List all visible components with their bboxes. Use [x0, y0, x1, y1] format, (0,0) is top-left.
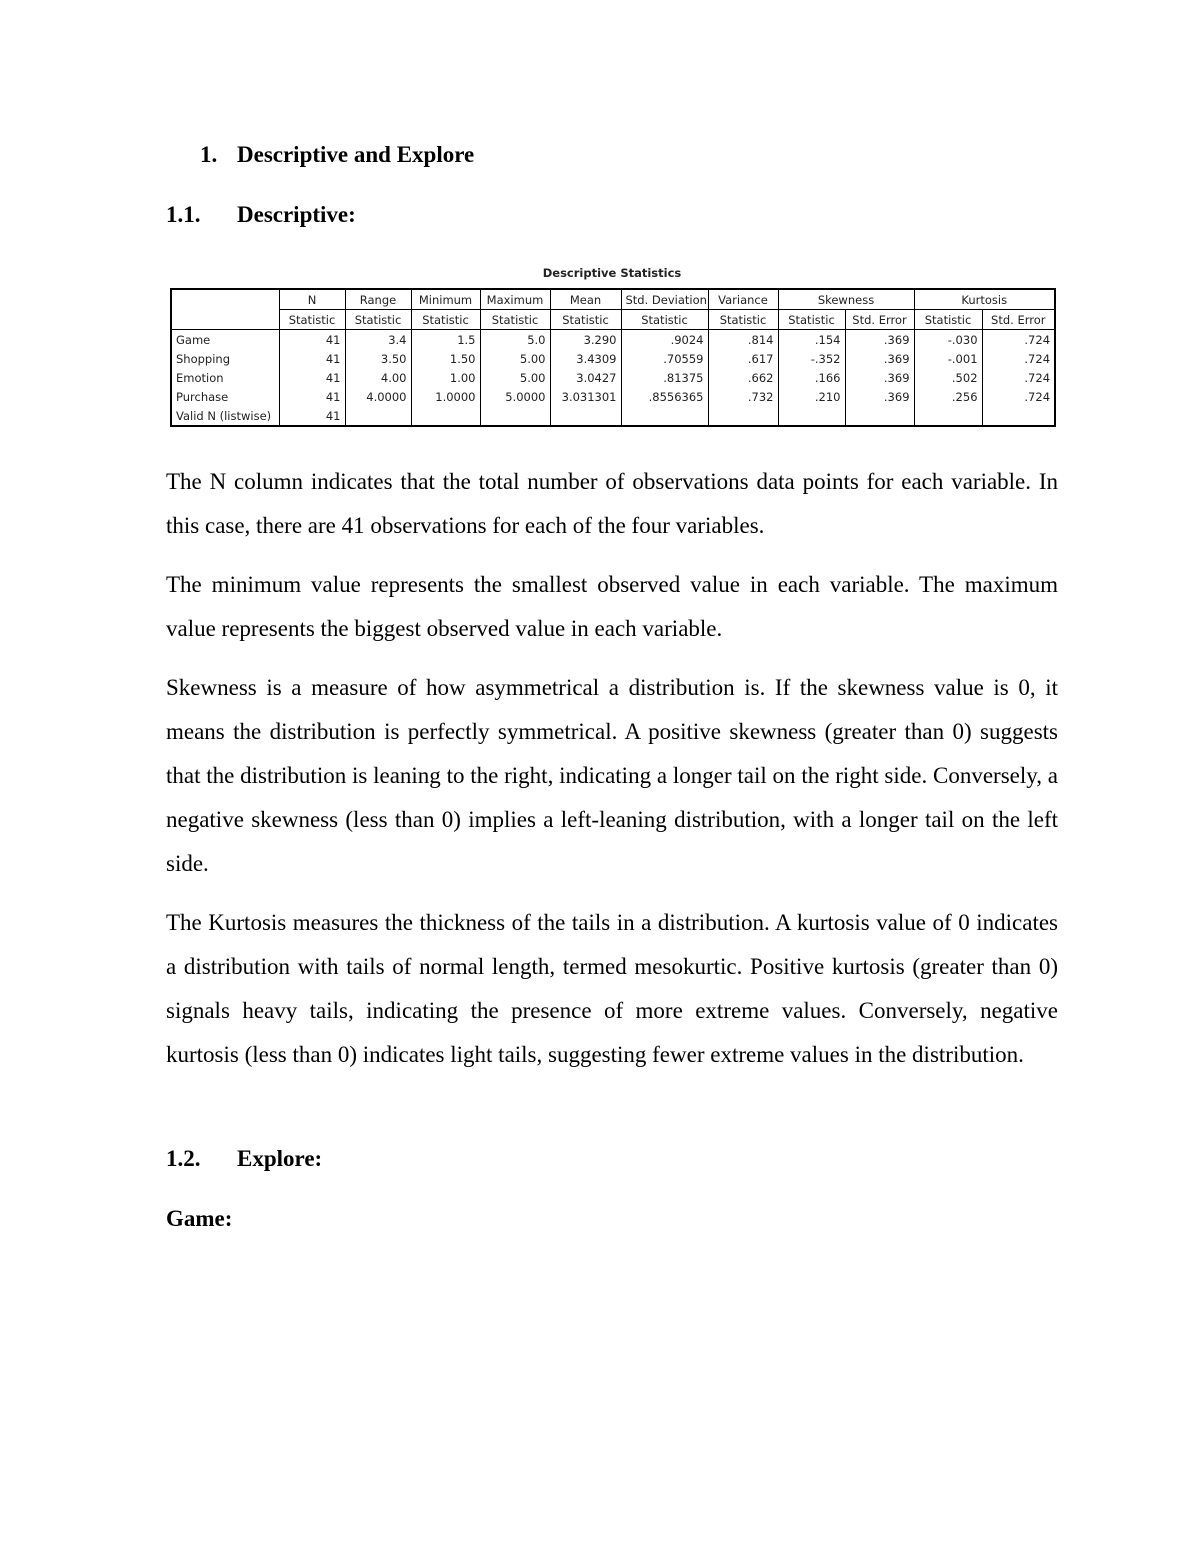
heading-descriptive — [166, 202, 356, 228]
heading-number: 1. — [200, 142, 218, 167]
subheader-cell: Std. Error — [845, 310, 914, 330]
table-cell: 41 — [279, 406, 345, 426]
table-cell: 5.0 — [480, 330, 550, 350]
subheader-cell: Statistic — [914, 310, 982, 330]
table-cell: .210 — [778, 387, 845, 406]
table-cell: .732 — [708, 387, 778, 406]
header-range: Range — [345, 289, 411, 310]
table-cell: .369 — [845, 330, 914, 350]
subheader-cell: Statistic — [550, 310, 621, 330]
row-label: Valid N (listwise) — [171, 406, 279, 426]
header-corner — [171, 289, 279, 330]
heading-explore — [166, 1146, 322, 1172]
table-row — [171, 349, 1055, 368]
table-cell: 3.50 — [345, 349, 411, 368]
header-minimum: Minimum — [411, 289, 480, 310]
table-row — [171, 330, 1055, 350]
table-cell: 1.00 — [411, 368, 480, 387]
table-title: Descriptive Statistics — [542, 266, 682, 280]
table-cell: .256 — [914, 387, 982, 406]
paragraph-skewness: Skewness is a measure of how asymmetrical a distribution is. If the skewness value is 0, it means the distribution is perfectly symmetrical. A positive skewness (greater than 0) suggests that the distribution is leaning to the right, indicating a longer tail on the right side. Conversely, a negative skewness (less than 0) implies a left-leaning distribution, with a longer tail on the left side. — [166, 675, 1058, 876]
table-cell: 4.0000 — [345, 387, 411, 406]
row-label: Purchase — [171, 387, 279, 406]
table-cell: 3.290 — [550, 330, 621, 350]
table-cell: .724 — [982, 368, 1055, 387]
header-mean: Mean — [550, 289, 621, 310]
heading-number: 1.2. — [166, 1146, 201, 1171]
table-cell — [845, 406, 914, 426]
table-cell: .724 — [982, 330, 1055, 350]
row-label: Emotion — [171, 368, 279, 387]
header-n: N — [279, 289, 345, 310]
heading-text: Descriptive and Explore — [237, 142, 475, 167]
table-cell: 3.0427 — [550, 368, 621, 387]
table-group-header-row — [171, 289, 1055, 310]
table-cell: 3.031301 — [550, 387, 621, 406]
table-cell: .724 — [982, 387, 1055, 406]
table-cell — [480, 406, 550, 426]
table-row — [171, 368, 1055, 387]
table-cell: .369 — [845, 387, 914, 406]
table-cell: 3.4 — [345, 330, 411, 350]
table-cell — [708, 406, 778, 426]
table-cell: .814 — [708, 330, 778, 350]
subheader-cell: Statistic — [480, 310, 550, 330]
table-cell: .81375 — [621, 368, 708, 387]
table-cell: .166 — [778, 368, 845, 387]
table-cell — [914, 406, 982, 426]
table-cell: .502 — [914, 368, 982, 387]
table-cell — [550, 406, 621, 426]
table-cell: .724 — [982, 349, 1055, 368]
row-label: Game — [171, 330, 279, 350]
table-cell: 1.0000 — [411, 387, 480, 406]
table-cell: 41 — [279, 387, 345, 406]
table-cell: .369 — [845, 368, 914, 387]
subheader-cell: Statistic — [708, 310, 778, 330]
table-cell: .154 — [778, 330, 845, 350]
table-sub-header-row — [171, 310, 1055, 330]
table-cell: .369 — [845, 349, 914, 368]
table-cell: .9024 — [621, 330, 708, 350]
table-cell — [411, 406, 480, 426]
header-std-deviation: Std. Deviation — [621, 289, 708, 310]
header-maximum: Maximum — [480, 289, 550, 310]
heading-number: 1.1. — [166, 202, 201, 227]
table-row — [171, 387, 1055, 406]
table-cell: 4.00 — [345, 368, 411, 387]
table-cell: 41 — [279, 330, 345, 350]
table-cell: .617 — [708, 349, 778, 368]
descriptive-statistics-table — [170, 288, 1056, 427]
heading-text: Descriptive: — [237, 202, 356, 227]
paragraph-min-max: The minimum value represents the smallest observed value in each variable. The maximum value represents the biggest observed value in each variable. — [166, 572, 1058, 641]
row-label: Shopping — [171, 349, 279, 368]
table-cell — [778, 406, 845, 426]
header-kurtosis: Kurtosis — [914, 289, 1055, 310]
header-variance: Variance — [708, 289, 778, 310]
table-cell: -.352 — [778, 349, 845, 368]
subheader-cell: Std. Error — [982, 310, 1055, 330]
table-cell: 41 — [279, 349, 345, 368]
subheader-cell: Statistic — [621, 310, 708, 330]
table-cell — [345, 406, 411, 426]
subheader-cell: Statistic — [345, 310, 411, 330]
table-cell: 1.50 — [411, 349, 480, 368]
paragraph-n-column: The N column indicates that the total number of observations data points for each variable. In this case, there are 41 observations for each of the four variables. — [166, 469, 1058, 538]
subheader-cell: Statistic — [411, 310, 480, 330]
table-cell: 5.0000 — [480, 387, 550, 406]
subheader-cell: Statistic — [279, 310, 345, 330]
table-cell: 5.00 — [480, 349, 550, 368]
table-cell: .8556365 — [621, 387, 708, 406]
table-cell: .70559 — [621, 349, 708, 368]
table-cell: -.001 — [914, 349, 982, 368]
subheader-cell: Statistic — [778, 310, 845, 330]
header-skewness: Skewness — [778, 289, 914, 310]
heading-text: Explore: — [237, 1146, 323, 1171]
table-cell: .662 — [708, 368, 778, 387]
table-cell: 41 — [279, 368, 345, 387]
table-cell: 5.00 — [480, 368, 550, 387]
paragraph-kurtosis: The Kurtosis measures the thickness of the tails in a distribution. A kurtosis value of 0 indicates a distribution with tails of normal length, termed mesokurtic. Positive kurtosis (greater than 0) signals heavy tails, indicating the presence of more extreme values. Conversely, negative kurtosis (less than 0) indicates light tails, suggesting fewer extreme values in the distribution. — [166, 910, 1058, 1067]
table-cell: 3.4309 — [550, 349, 621, 368]
table-cell: 1.5 — [411, 330, 480, 350]
table-cell — [982, 406, 1055, 426]
subheading-game: Game: — [166, 1206, 233, 1231]
heading-descriptive-and-explore — [200, 142, 474, 168]
table-cell — [621, 406, 708, 426]
table-cell: -.030 — [914, 330, 982, 350]
table-row — [171, 406, 1055, 426]
